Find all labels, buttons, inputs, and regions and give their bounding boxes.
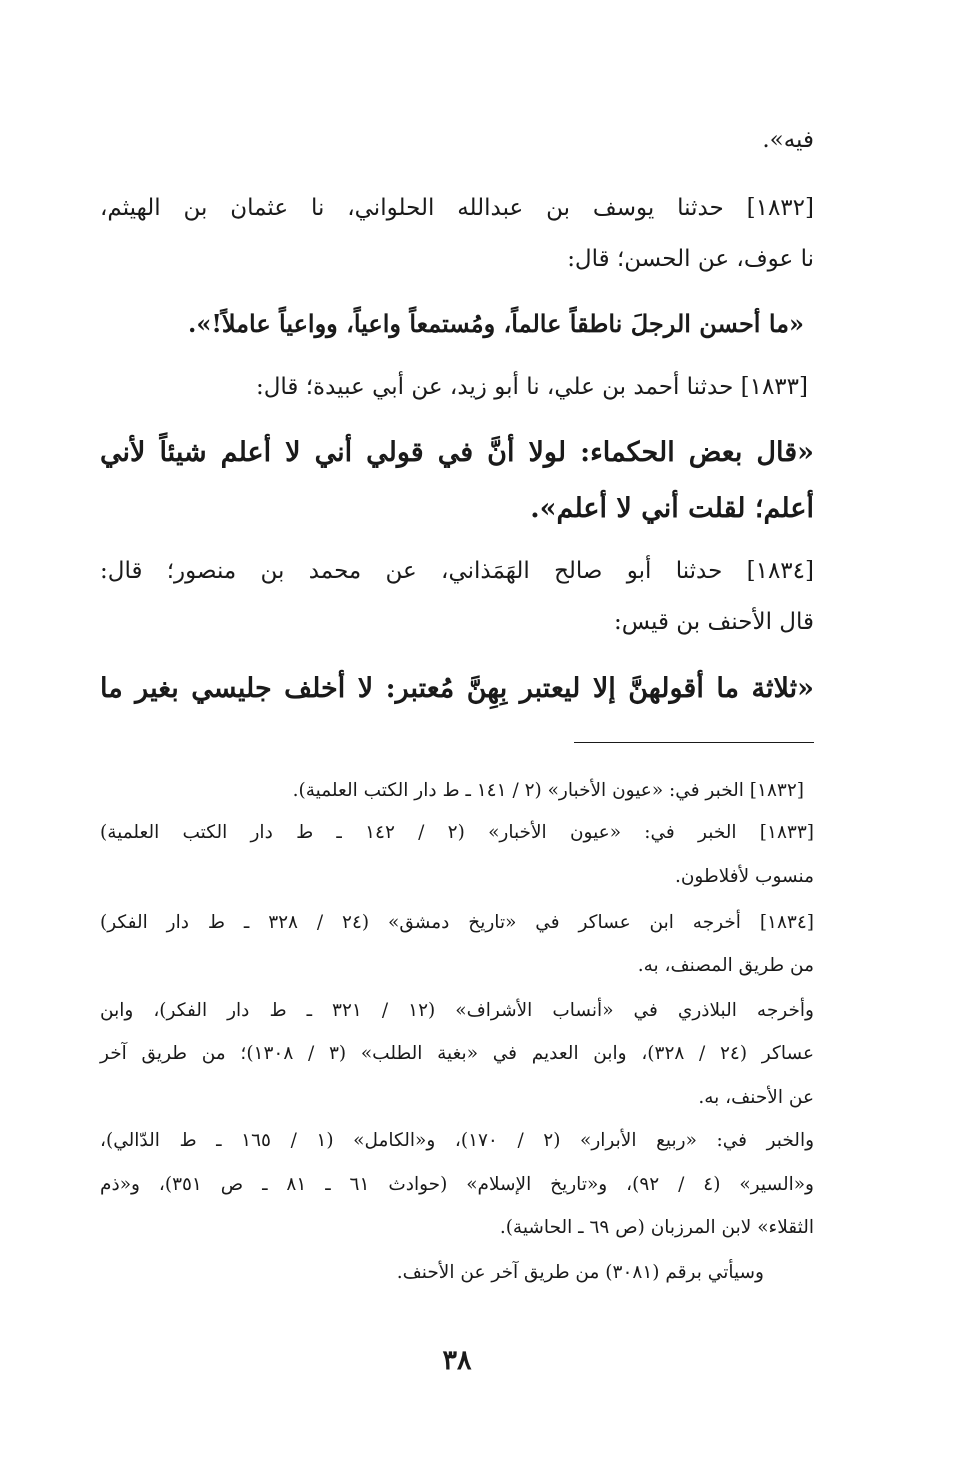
footnote-1833-line-1: [١٨٣٣] الخبر في: «عيون الأخبار» (٢ / ١٤٢ ـ ط دار الكتب العلمية) [100, 822, 814, 843]
footnote-1834-line-6: والخبر في: «ربيع الأبرار» (٢ / ١٧٠)، و«الكامل» (١ / ١٦٥ ـ ط الدّالي)، [100, 1130, 815, 1151]
footnote-1834-line-9: وسيأتي برقم (٣٠٨١) من طريق آخر عن الأحنف. [396, 1262, 764, 1283]
footnote-1832: [١٨٣٢] الخبر في: «عيون الأخبار» (٢ / ١٤١ ـ ط دار الكتب العلمية). [292, 780, 804, 801]
footnote-1834-line-3: وأخرجه البلاذري في «أنساب الأشراف» (١٢ / ٣٢١ ـ ط دار الفكر)، وابن [100, 1000, 814, 1021]
footnote-1834-line-1: [١٨٣٤] أخرجه ابن عساكر في «تاريخ دمشق» (٢٤ / ٣٢٨ ـ ط دار الفكر) [100, 912, 815, 933]
hadith-1832-line-2: نا عوف، عن الحسن؛ قال: [567, 246, 814, 272]
hadith-1832-line-1: [١٨٣٢] حدثنا يوسف بن عبدالله الحلواني، نا عثمان بن الهيثم، [100, 195, 814, 221]
hadith-1833-quote-line-2: أعلم؛ لقلت أني لا أعلم». [530, 493, 814, 524]
text-line-continuation: فيه». [762, 127, 814, 153]
page-number: ٣٨ [442, 1345, 472, 1376]
hadith-1832-quote: «ما أحسن الرجلَ ناطقاً عالماً، ومُستمعاً واعياً، وواعياً عاملاً!». [187, 309, 804, 338]
hadith-1833-quote-line-1: «قال بعض الحكماء: لولا أنَّ في قولي أني لا أعلم شيئاً لأني [100, 437, 814, 468]
footnote-1834-line-7: و«السير» (٤ / ٩٢)، و«تاريخ الإسلام» (حوادث ٦١ ـ ٨١ ـ ص ٣٥١)، و«ذم [100, 1174, 814, 1195]
book-page [100, 0, 814, 1480]
hadith-1833-line-1: [١٨٣٣] حدثنا أحمد بن علي، نا أبو زيد، عن أبي عبيدة؛ قال: [255, 374, 808, 400]
footnote-1834-line-4: عساكر (٢٤ / ٣٢٨)، وابن العديم في «بغية الطلب» (٣ / ١٣٠٨)؛ من طريق آخر [100, 1043, 815, 1064]
hadith-1834-line-1: [١٨٣٤] حدثنا أبو صالح الهَمَذاني، عن محمد بن منصور؛ قال: [100, 558, 814, 584]
footnote-separator [574, 742, 814, 743]
hadith-1834-quote-line-1: «ثلاثة ما أقولهنَّ إلا ليعتبر بِهِنَّ مُعتبر: لا أخلف جليسي بغير ما [100, 673, 814, 704]
footnote-1834-line-8: الثقلاء» لابن المرزبان (ص ٦٩ ـ الحاشية). [499, 1217, 814, 1238]
footnote-1833-line-2: منسوب لأفلاطون. [674, 866, 814, 887]
footnote-1834-line-2: من طريق المصنف، به. [637, 955, 814, 976]
hadith-1834-line-2: قال الأحنف بن قيس: [613, 609, 814, 635]
footnote-1834-line-5: عن الأحنف، به. [698, 1087, 814, 1108]
